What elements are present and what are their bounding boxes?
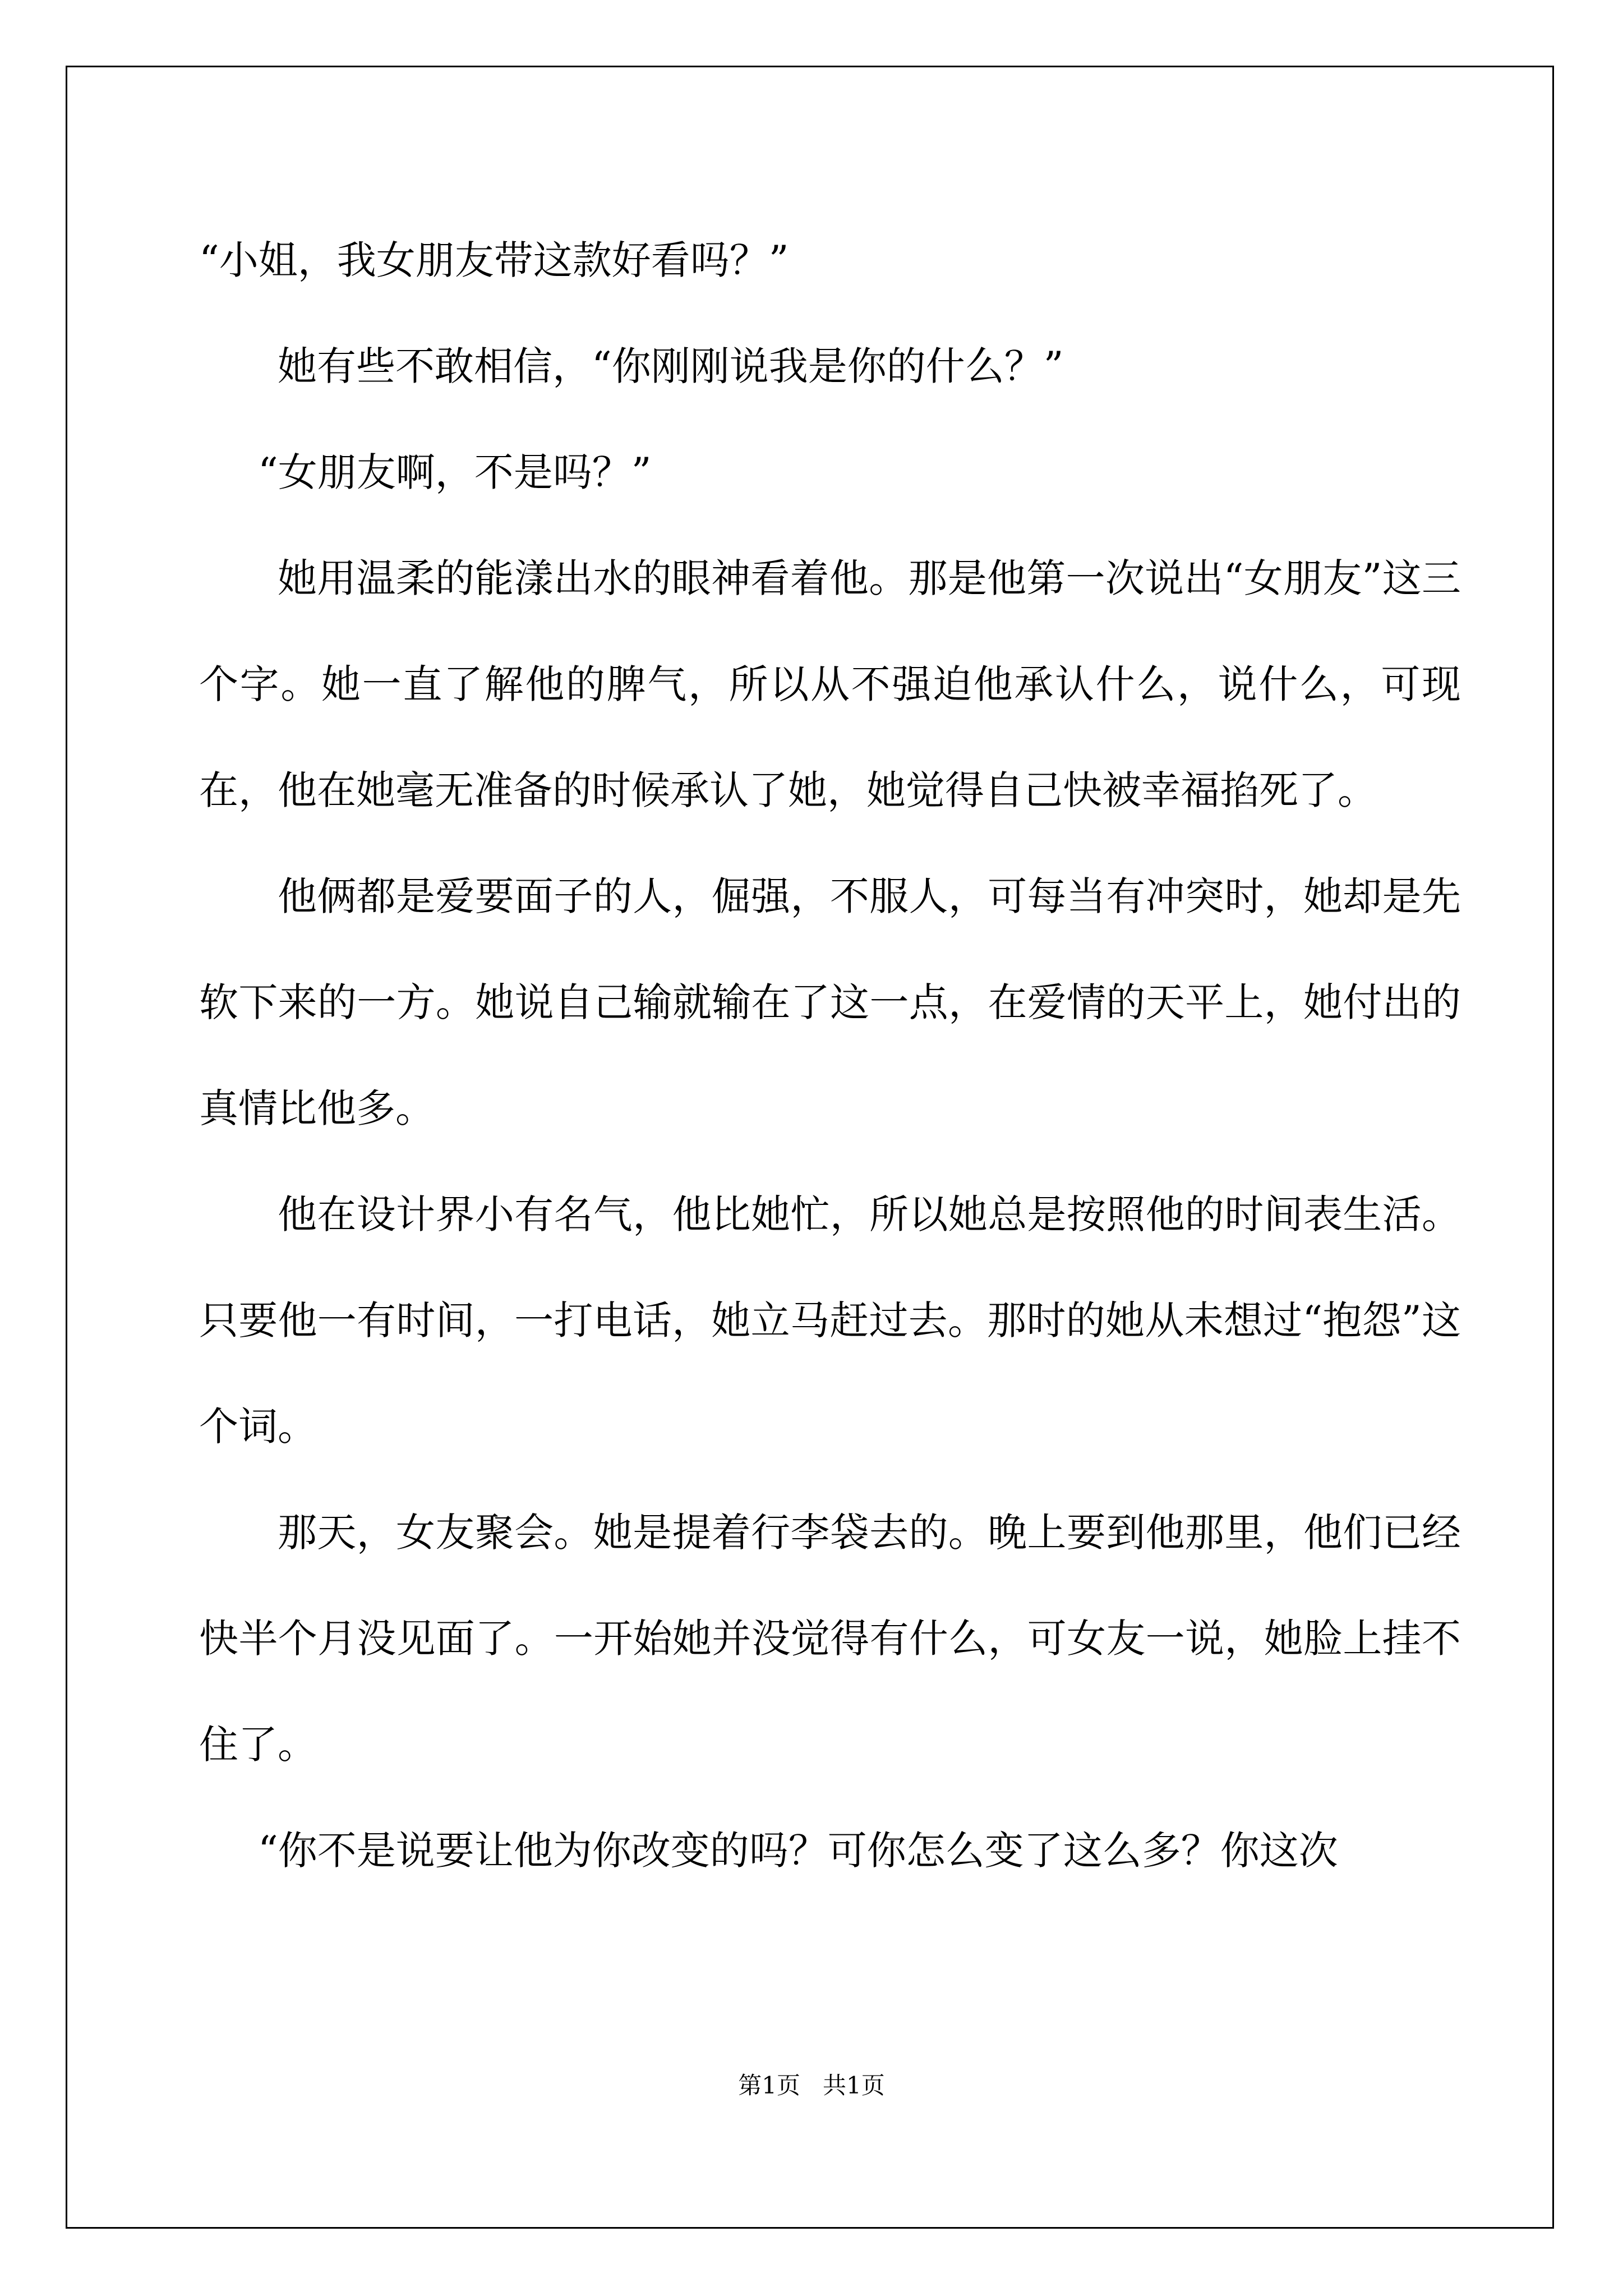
paragraph-8: “你不是说要让他为你改变的吗？可你怎么变了这么多？你这次 xyxy=(258,1828,1338,1874)
paragraph-1: “小姐，我女朋友带这款好看吗？” xyxy=(199,237,789,283)
paragraph-3: “女朋友啊，不是吗？” xyxy=(258,449,652,495)
document-body xyxy=(199,208,1461,1904)
paragraph-5: 他俩都是爱要面子的人，倔强，不服人，可每当有冲突时，她却是先软下来的一方。她说自己输就输在了这一点，在爱情的天平上，她付出的真情比他多。 xyxy=(199,873,1461,1131)
paragraph-7: 那天，女友聚会。她是提着行李袋去的。晚上要到他那里，他们已经快半个月没见面了。一开始她并没觉得有什么，可女友一说，她脸上挂不住了。 xyxy=(199,1510,1461,1768)
paragraph-4: 她用温柔的能漾出水的眼神看着他。那是他第一次说出“女朋友”这三个字。她一直了解他的脾气，所以从不强迫他承认什么，说什么，可现在，他在她毫无准备的时候承认了她，她觉得自己快被幸福掐死了。 xyxy=(199,555,1461,813)
paragraph-2: 她有些不敢相信，“你刚刚说我是你的什么？” xyxy=(278,343,1064,389)
page-number-footer: 第1页 共1页 xyxy=(738,2072,885,2099)
paragraph-6: 他在设计界小有名气，他比她忙，所以她总是按照他的时间表生活。只要他一有时间，一打电话，她立马赶过去。那时的她从未想过“抱怨”这个词。 xyxy=(199,1191,1461,1450)
